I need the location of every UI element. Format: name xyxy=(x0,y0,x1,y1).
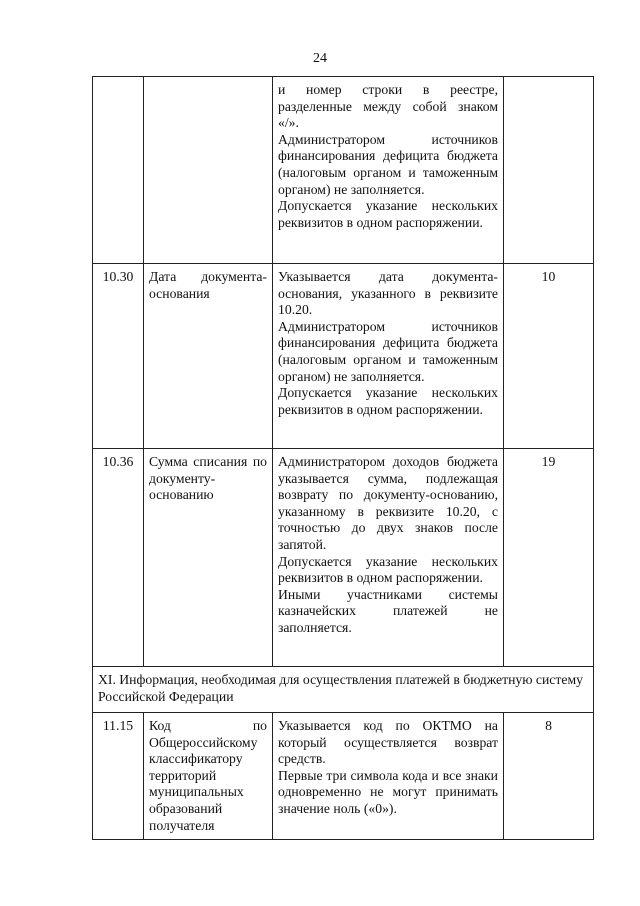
row-name: Дата документа-основания xyxy=(144,264,273,449)
table-row xyxy=(93,449,594,667)
table-row xyxy=(93,264,594,449)
description-paragraph: Первые три символа кода и все знаки одновременно не могут принимать значение ноль («0»). xyxy=(278,767,498,816)
description-paragraph: Администратором доходов бюджета указывается сумма, подлежащая возврату по документу-основанию, указанному в реквизите 10.20, с точностью до двух знаков после запятой. xyxy=(278,454,498,552)
row-length: 19 xyxy=(504,449,594,667)
page-number: 24 xyxy=(313,51,327,66)
description-paragraph: и номер строки в реестре, разделенные между собой знаком «/». xyxy=(278,82,498,131)
description-paragraph: Администратором источников финансирования дефицита бюджета (налоговым органом и таможенным органом) не заполняется. xyxy=(278,318,498,384)
description-paragraph: Указывается дата документа-основания, указанного в реквизите 10.20. xyxy=(278,269,498,318)
row-number: 10.36 xyxy=(93,449,144,667)
requisites-table xyxy=(92,76,594,840)
row-length: 10 xyxy=(504,264,594,449)
row-description xyxy=(273,449,504,667)
table-row xyxy=(93,713,594,840)
row-name: Сумма списания по документу-основанию xyxy=(144,449,273,667)
section-title: XI. Информация, необходимая для осуществления платежей в бюджетную систему Российской Федерации xyxy=(93,667,594,713)
section-header-row xyxy=(93,667,594,713)
row-number: 11.15 xyxy=(93,713,144,840)
description-paragraph: Указывается код по ОКТМО на который осуществляется возврат средств. xyxy=(278,718,498,767)
row-length xyxy=(504,77,594,264)
row-number: 10.30 xyxy=(93,264,144,449)
description-paragraph: Допускается указание нескольких реквизитов в одном распоряжении. xyxy=(278,553,498,586)
description-paragraph: Допускается указание нескольких реквизитов в одном распоряжении. xyxy=(278,198,498,230)
row-name: Код по Общероссийскому классификатору территорий муниципальных образований получателя xyxy=(144,713,273,840)
row-description xyxy=(273,77,504,264)
row-number xyxy=(93,77,144,264)
row-length: 8 xyxy=(504,713,594,840)
description-paragraph: Иными участниками системы казначейских платежей не заполняется. xyxy=(278,586,498,635)
description-paragraph: Допускается указание нескольких реквизитов в одном распоряжении. xyxy=(278,385,498,417)
description-paragraph: Администратором источников финансирования дефицита бюджета (налоговым органом и таможенным органом) не заполняется. xyxy=(278,131,498,197)
row-name xyxy=(144,77,273,264)
row-description xyxy=(273,264,504,449)
table-row xyxy=(93,77,594,264)
row-description xyxy=(273,713,504,840)
